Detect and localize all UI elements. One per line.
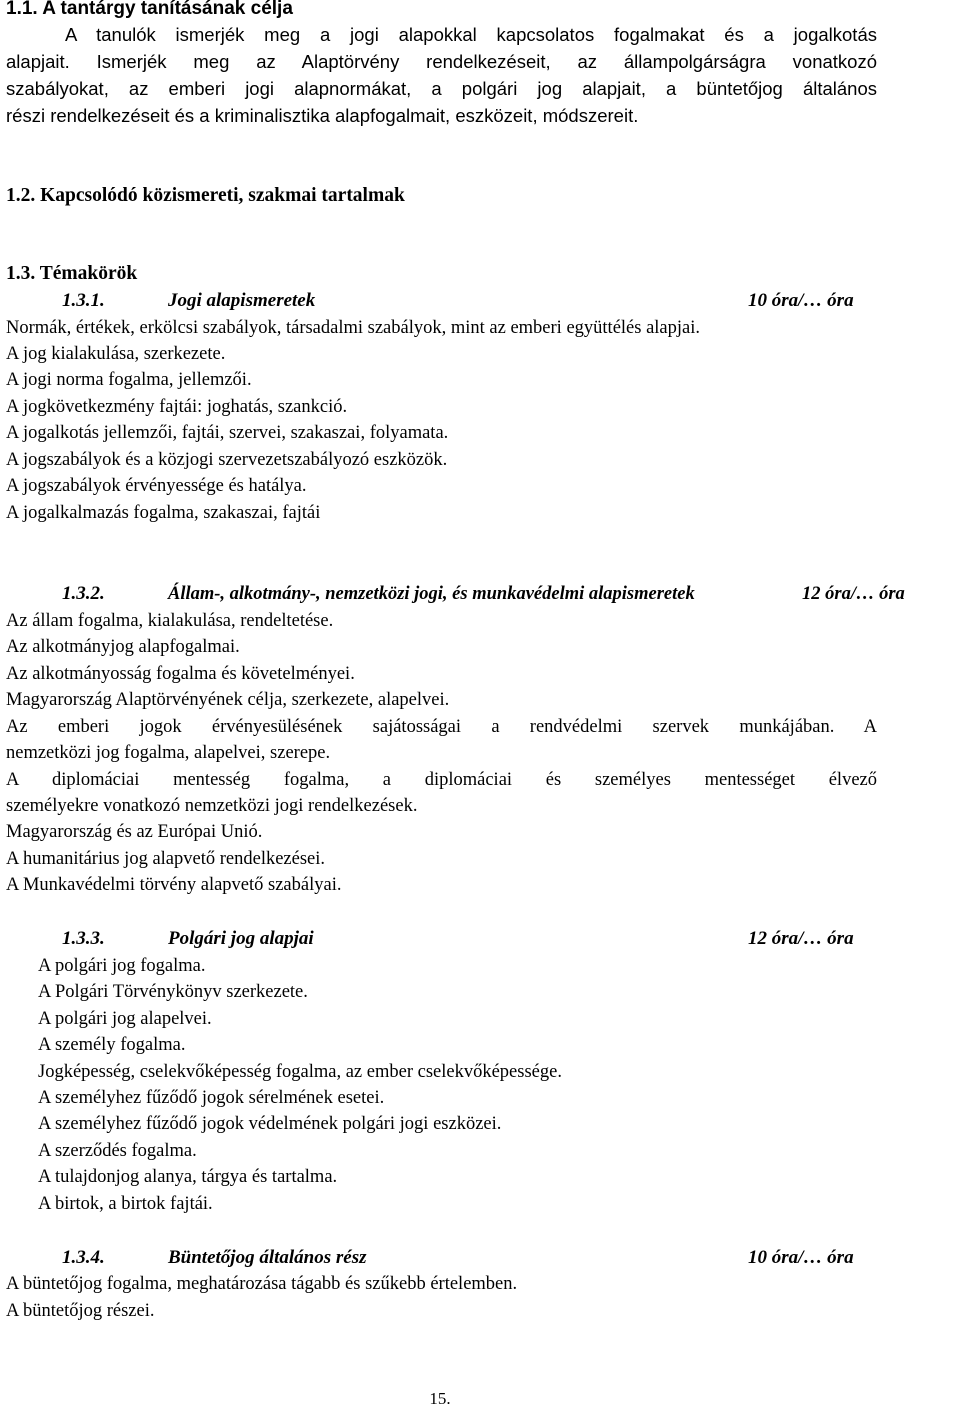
topic-line: A jogkövetkezmény fajtái: joghatás, szankció. <box>6 397 348 417</box>
topic-line: Jogképesség, cselekvőképesség fogalma, az ember cselekvőképessége. <box>38 1062 562 1082</box>
topic-line: A humanitárius jog alapvető rendelkezései. <box>6 849 326 869</box>
topic-line: A büntetőjog fogalma, meghatározása tágabb és szűkebb értelemben. <box>6 1274 518 1294</box>
topic-line: A szerződés fogalma. <box>38 1141 197 1161</box>
topic-title: Büntetőjog általános rész <box>168 1247 367 1268</box>
topic-line: A személy fogalma. <box>38 1035 186 1055</box>
section-heading-1-1: 1.1. A tantárgy tanításának célja <box>6 0 293 19</box>
topic-title: Jogi alapismeretek <box>168 290 316 311</box>
topic-line: Magyarország és az Európai Unió. <box>6 822 263 842</box>
topic-line: nemzetközi jog fogalma, alapelvei, szerepe. <box>6 743 331 763</box>
paragraph-line: szabályokat, az emberi jogi alapnormákat, a polgári jog alapjait, a büntetőjog általános <box>6 78 877 99</box>
topic-line: Az emberi jogok érvényesülésének sajátosságai a rendvédelmi szervek munkájában. A <box>6 717 877 737</box>
topic-line: A jogszabályok és a közjogi szervezetszabályozó eszközök. <box>6 450 448 470</box>
topic-line: A diplomáciai mentesség fogalma, a diplomáciai és személyes mentességet élvező <box>6 770 877 790</box>
topic-line: A jog kialakulása, szerkezete. <box>6 344 226 364</box>
topic-line: Az alkotmányosság fogalma és követelményei. <box>6 664 355 684</box>
topic-line: A tulajdonjog alanya, tárgya és tartalma. <box>38 1167 338 1187</box>
topic-line: A jogalkotás jellemzői, fajtái, szervei, szakaszai, folyamata. <box>6 423 449 443</box>
topic-line: A polgári jog alapelvei. <box>38 1009 212 1029</box>
topic-title: Polgári jog alapjai <box>168 928 314 949</box>
topic-hours: 12 óra/… óra <box>748 928 854 949</box>
topic-line: A személyhez fűződő jogok védelmének polgári jogi eszközei. <box>38 1114 502 1134</box>
topic-line: Az alkotmányjog alapfogalmai. <box>6 637 240 657</box>
topic-line: Normák, értékek, erkölcsi szabályok, társadalmi szabályok, mint az emberi együttélés alapjai. <box>6 318 701 338</box>
topic-title: Állam-, alkotmány-, nemzetközi jogi, és munkavédelmi alapismeretek <box>168 584 695 604</box>
section-heading-1-2: 1.2. Kapcsolódó közismereti, szakmai tartalmak <box>6 185 405 206</box>
topic-hours: 12 óra/… óra <box>802 584 905 604</box>
topic-number: 1.3.1. <box>62 290 105 311</box>
topic-line: A jogi norma fogalma, jellemzői. <box>6 370 252 390</box>
topic-line: A jogszabályok érvényessége és hatálya. <box>6 476 307 496</box>
topic-line: A polgári jog fogalma. <box>38 956 206 976</box>
topic-line: A birtok, a birtok fajtái. <box>38 1194 213 1214</box>
topic-number: 1.3.3. <box>62 928 105 949</box>
topic-line: személyekre vonatkozó nemzetközi jogi rendelkezések. <box>6 796 418 816</box>
topic-number: 1.3.2. <box>62 583 105 604</box>
topic-line: Magyarország Alaptörvényének célja, szerkezete, alapelvei. <box>6 690 450 710</box>
topic-line: A Munkavédelmi törvény alapvető szabályai. <box>6 875 342 895</box>
topic-number: 1.3.4. <box>62 1247 105 1268</box>
topic-line: A Polgári Törvénykönyv szerkezete. <box>38 982 308 1002</box>
paragraph-line: részi rendelkezéseit és a kriminalisztika alapfogalmait, eszközeit, módszereit. <box>6 105 639 126</box>
paragraph-line: alapjait. Ismerjék meg az Alaptörvény rendelkezéseit, az állampolgárságra vonatkozó <box>6 51 877 72</box>
topic-line: A személyhez fűződő jogok sérelmének esetei. <box>38 1088 385 1108</box>
paragraph-line: A tanulók ismerjék meg a jogi alapokkal kapcsolatos fogalmakat és a jogalkotás <box>65 24 877 45</box>
topic-line: A büntetőjog részei. <box>6 1301 155 1321</box>
topic-line: A jogalkalmazás fogalma, szakaszai, fajtái <box>6 503 321 523</box>
section-heading-1-3: 1.3. Témakörök <box>6 263 138 284</box>
page-number: 15. <box>429 1389 451 1408</box>
topic-hours: 10 óra/… óra <box>748 1247 854 1268</box>
topic-hours: 10 óra/… óra <box>748 290 854 311</box>
topic-line: Az állam fogalma, kialakulása, rendeltetése. <box>6 611 334 631</box>
